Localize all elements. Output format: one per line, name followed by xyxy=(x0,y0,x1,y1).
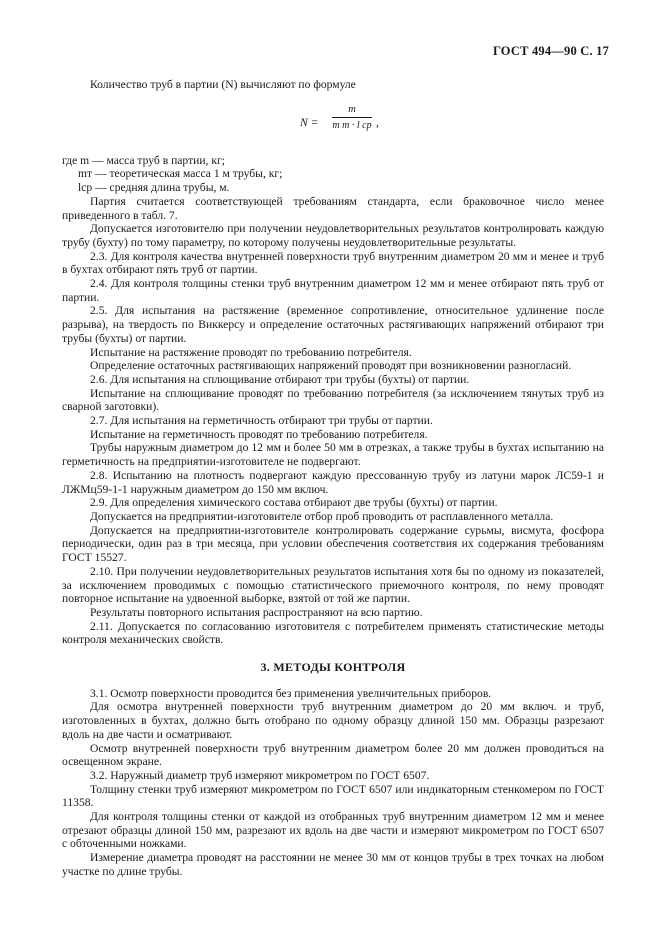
paragraph: 2.7. Для испытания на герметичность отбирают три трубы от партии. xyxy=(90,414,433,428)
formula-lhs: N = xyxy=(300,115,319,129)
paragraph: Допускается на предприятии-изготовителе контролировать содержание сурьмы, висмута, фосфора периодически, один раз в три месяца, при условии обеспечения соответствия их содержания требованиям ГОСТ 15527. xyxy=(62,523,604,565)
paragraph: 2.8. Испытанию на плотность подвергают каждую прессованную трубу из латуни марок ЛС59-1 и ЛЖМц59-1-1 наружным диаметром до 150 мм включ. xyxy=(62,468,604,496)
formula-intro: Количество труб в партии (N) вычисляют по формуле xyxy=(90,78,356,91)
paragraph: Толщину стенки труб измеряют микрометром по ГОСТ 6507 или индикаторным стенкомером по ГОСТ 11358. xyxy=(62,782,604,810)
paragraph: 2.10. При получении неудовлетворительных результатов испытания хотя бы по одному из показателей, за исключением проводимых с помощью статистического приемочного контроля, по нему проводят повторное испытание на удвоенной выборке, взятой от той же партии. xyxy=(62,564,604,606)
formula-numerator: m xyxy=(348,103,356,115)
formula-tail: , xyxy=(376,115,379,129)
paragraph: Для контроля толщины стенки от каждой из отобранных труб внутренним диаметром 12 мм и менее отрезают образцы длиной 150 мм, разрезают их вдоль на две части и измеряют микрометром по ГОСТ 6507 с обточенными ножками. xyxy=(62,810,604,851)
definitions xyxy=(62,154,604,195)
paragraph: Испытание на сплющивание проводят по требованию потребителя (за исключением тянутых труб из сварной заготовки). xyxy=(62,386,604,414)
definition-item: где m — масса труб в партии, кг; xyxy=(62,153,225,167)
paragraph: Допускается на предприятии-изготовителе отбор проб проводить от расплавленного металла. xyxy=(90,509,554,523)
paragraph: 2.11. Допускается по согласованию изготовителя с потребителем применять статистические методы контроля механических свойств. xyxy=(62,619,604,647)
paragraph: Для осмотра внутренней поверхности труб внутренним диаметром до 20 мм включ. и труб, изготовленных в бухтах, должно быть отобрано по одному образцу длиной 150 мм. Образцы разрезают вдоль на две части и осматривают. xyxy=(62,700,604,741)
page-header: ГОСТ 494—90 С. 17 xyxy=(492,44,609,58)
paragraph: Партия считается соответствующей требованиям стандарта, если браковочное число менее приведенного в табл. 7. xyxy=(62,194,604,222)
paragraph: 2.3. Для контроля качества внутренней поверхности труб внутренним диаметром 20 мм и менее и труб в бухтах отбирают пять труб от партии. xyxy=(62,249,604,277)
formula xyxy=(300,104,604,142)
paragraph: Измерение диаметра проводят на расстоянии не менее 30 мм от концов трубы в трех точках на любом участке по длине трубы. xyxy=(62,851,604,878)
formula-denominator: m т · l ср xyxy=(332,119,372,131)
document-body xyxy=(62,78,604,879)
paragraph: 2.9. Для определения химического состава отбирают две трубы (бухты) от партии. xyxy=(90,496,498,510)
formula-fraction xyxy=(332,104,372,132)
paragraph: Результаты повторного испытания распространяют на всю партию. xyxy=(90,605,423,619)
fraction-bar xyxy=(332,117,372,118)
paragraph: Испытание на герметичность проводят по требованию потребителя. xyxy=(90,427,428,441)
paragraph: Трубы наружным диаметром до 12 мм и более 50 мм в отрезках, а также трубы в бухтах испытанию на герметичность на предприятии-изготовителе не подвергают. xyxy=(62,441,604,469)
paragraph: 2.6. Для испытания на сплющивание отбирают три трубы (бухты) от партии. xyxy=(90,372,470,386)
paragraph: 2.5. Для испытания на растяжение (временное сопротивление, относительное удлинение после разрыва), на твердость по Виккерсу и определение остаточных растягивающих напряжений отбирают три трубы (бухты) от партии. xyxy=(62,304,604,345)
paragraph: Осмотр внутренней поверхности труб внутренним диаметром более 20 мм должен проводиться на освещенном экране. xyxy=(62,741,604,769)
definition-item: mт — теоретическая масса 1 м трубы, кг; xyxy=(78,167,283,181)
paragraph: 3.1. Осмотр поверхности проводится без применения увеличительных приборов. xyxy=(90,686,492,700)
definition-item: lср — средняя длина трубы, м. xyxy=(78,181,230,195)
paragraph: Испытание на растяжение проводят по требованию потребителя. xyxy=(90,345,412,359)
paragraph: Определение остаточных растягивающих напряжений проводят при возникновении разногласий. xyxy=(90,359,572,373)
paragraph: Допускается изготовителю при получении неудовлетворительных результатов контролировать каждую трубу (бухту) по тому параметру, по которому получены неудовлетворительные результаты. xyxy=(62,222,604,249)
paragraph: 2.4. Для контроля толщины стенки труб внутренним диаметром 12 мм и менее отбирают пять труб от партии. xyxy=(62,277,604,304)
paragraph: 3.2. Наружный диаметр труб измеряют микрометром по ГОСТ 6507. xyxy=(90,768,430,782)
section-title: 3. МЕТОДЫ КОНТРОЛЯ xyxy=(260,660,406,675)
